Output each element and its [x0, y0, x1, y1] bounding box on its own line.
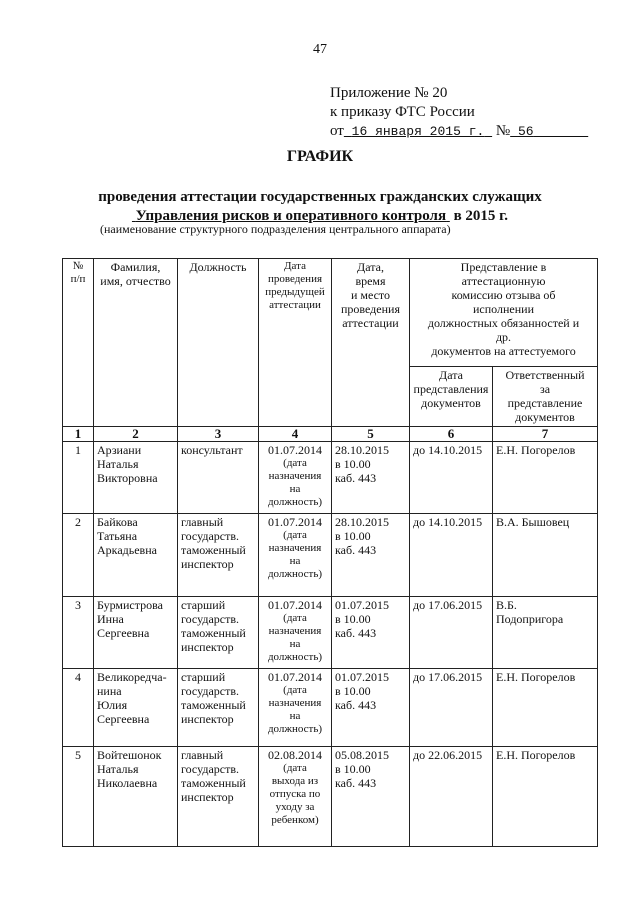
attestation-datetime-place: 05.08.2015 в 10.00 каб. 443: [332, 747, 410, 847]
column-number: 3: [178, 427, 259, 442]
annex-header: [330, 84, 588, 141]
responsible-person: Е.Н. Погорелов: [493, 442, 598, 514]
submission-due: до 17.06.2015: [410, 669, 493, 747]
prev-date: 01.07.2014: [268, 443, 322, 457]
row-number: 2: [63, 514, 94, 597]
position: старший государств. таможенный инспектор: [178, 669, 259, 747]
responsible-person: В.Б. Подопригора: [493, 597, 598, 669]
prev-date: 02.08.2014: [268, 748, 322, 762]
header-name: Фамилия, имя, отчество: [94, 259, 178, 427]
position: главный государств. таможенный инспектор: [178, 514, 259, 597]
employee-name: Войтешонок Наталья Николаевна: [94, 747, 178, 847]
prev-attestation: [259, 747, 332, 847]
order-date: [344, 124, 492, 139]
row-number: 1: [63, 442, 94, 514]
position: старший государств. таможенный инспектор: [178, 597, 259, 669]
attestation-schedule-table: [62, 258, 598, 847]
prev-date-note: (дата выхода из отпуска по уходу за ребенком): [269, 762, 321, 826]
table-row: [63, 514, 598, 597]
employee-name: Великоредча- нина Юлия Сергеевна: [94, 669, 178, 747]
row-number: 5: [63, 747, 94, 847]
header-responsible: Ответственный за представление документов: [493, 367, 598, 427]
subtitle-note: (наименование структурного подразделения центрального аппарата): [100, 222, 451, 236]
prev-date-note: (дата назначения на должность): [267, 612, 323, 663]
document-title: ГРАФИК: [286, 148, 354, 165]
column-number: 1: [63, 427, 94, 442]
column-number: 7: [493, 427, 598, 442]
table-row: [63, 597, 598, 669]
unit-name-value: Управления рисков и оперативного контроля: [135, 208, 447, 224]
submission-due: до 14.10.2015: [410, 442, 493, 514]
subtitle-line1: проведения аттестации государственных гражданских служащих: [98, 189, 542, 205]
submission-due: до 14.10.2015: [410, 514, 493, 597]
column-number: 4: [259, 427, 332, 442]
prev-date-note: (дата назначения на должность): [267, 457, 323, 508]
table-row: [63, 442, 598, 514]
annex-line2: к приказу ФТС России: [330, 104, 475, 120]
order-number: [510, 124, 588, 139]
position: главный государств. таможенный инспектор: [178, 747, 259, 847]
header-num: № п/п: [63, 259, 94, 427]
number-prefix: №: [495, 123, 511, 139]
submission-due: до 17.06.2015: [410, 597, 493, 669]
prev-date-note: (дата назначения на должность): [267, 684, 323, 735]
column-number: 6: [410, 427, 493, 442]
column-number: 2: [94, 427, 178, 442]
page-number: 47: [313, 42, 327, 57]
table-row: [63, 669, 598, 747]
responsible-person: Е.Н. Погорелов: [493, 669, 598, 747]
attestation-datetime-place: 28.10.2015 в 10.00 каб. 443: [332, 442, 410, 514]
document-subtitle: [0, 188, 640, 226]
prev-date: 01.07.2014: [268, 515, 322, 529]
header-position: Должность: [178, 259, 259, 427]
prev-date-note: (дата назначения на должность): [267, 529, 323, 580]
prev-attestation: [259, 669, 332, 747]
header-datetime-place: Дата, время и место проведения аттестации: [332, 259, 410, 427]
employee-name: Байкова Татьяна Аркадьевна: [94, 514, 178, 597]
header-prev-date: Дата проведения предыдущей аттестации: [259, 259, 332, 427]
subtitle-year: в 2015 г.: [453, 208, 509, 224]
attestation-datetime-place: 01.07.2015 в 10.00 каб. 443: [332, 669, 410, 747]
order-date-value: 16 января 2015 г.: [351, 124, 485, 139]
annex-line1: Приложение № 20: [330, 85, 448, 101]
responsible-person: Е.Н. Погорелов: [493, 747, 598, 847]
prev-date: 01.07.2014: [268, 670, 322, 684]
responsible-person: В.А. Бышовец: [493, 514, 598, 597]
order-number-value: 56: [517, 124, 534, 139]
prev-attestation: [259, 514, 332, 597]
submission-due: до 22.06.2015: [410, 747, 493, 847]
prev-attestation: [259, 597, 332, 669]
annex-line3: [330, 122, 588, 141]
position: консультант: [178, 442, 259, 514]
row-number: 3: [63, 597, 94, 669]
row-number: 4: [63, 669, 94, 747]
date-prefix: от: [330, 123, 344, 139]
column-number-row: [63, 427, 598, 442]
header-submission-date: Дата представления документов: [410, 367, 493, 427]
attestation-datetime-place: 28.10.2015 в 10.00 каб. 443: [332, 514, 410, 597]
header-row: [63, 259, 598, 367]
prev-attestation: [259, 442, 332, 514]
column-number: 5: [332, 427, 410, 442]
header-submission: Представление в аттестационную комиссию отзыва об исполнении должностных обязанностей и др. документов на аттестуемого: [410, 259, 598, 367]
prev-date: 01.07.2014: [268, 598, 322, 612]
attestation-datetime-place: 01.07.2015 в 10.00 каб. 443: [332, 597, 410, 669]
employee-name: Бурмистрова Инна Сергеевна: [94, 597, 178, 669]
table-row: [63, 747, 598, 847]
employee-name: Арзиани Наталья Викторовна: [94, 442, 178, 514]
